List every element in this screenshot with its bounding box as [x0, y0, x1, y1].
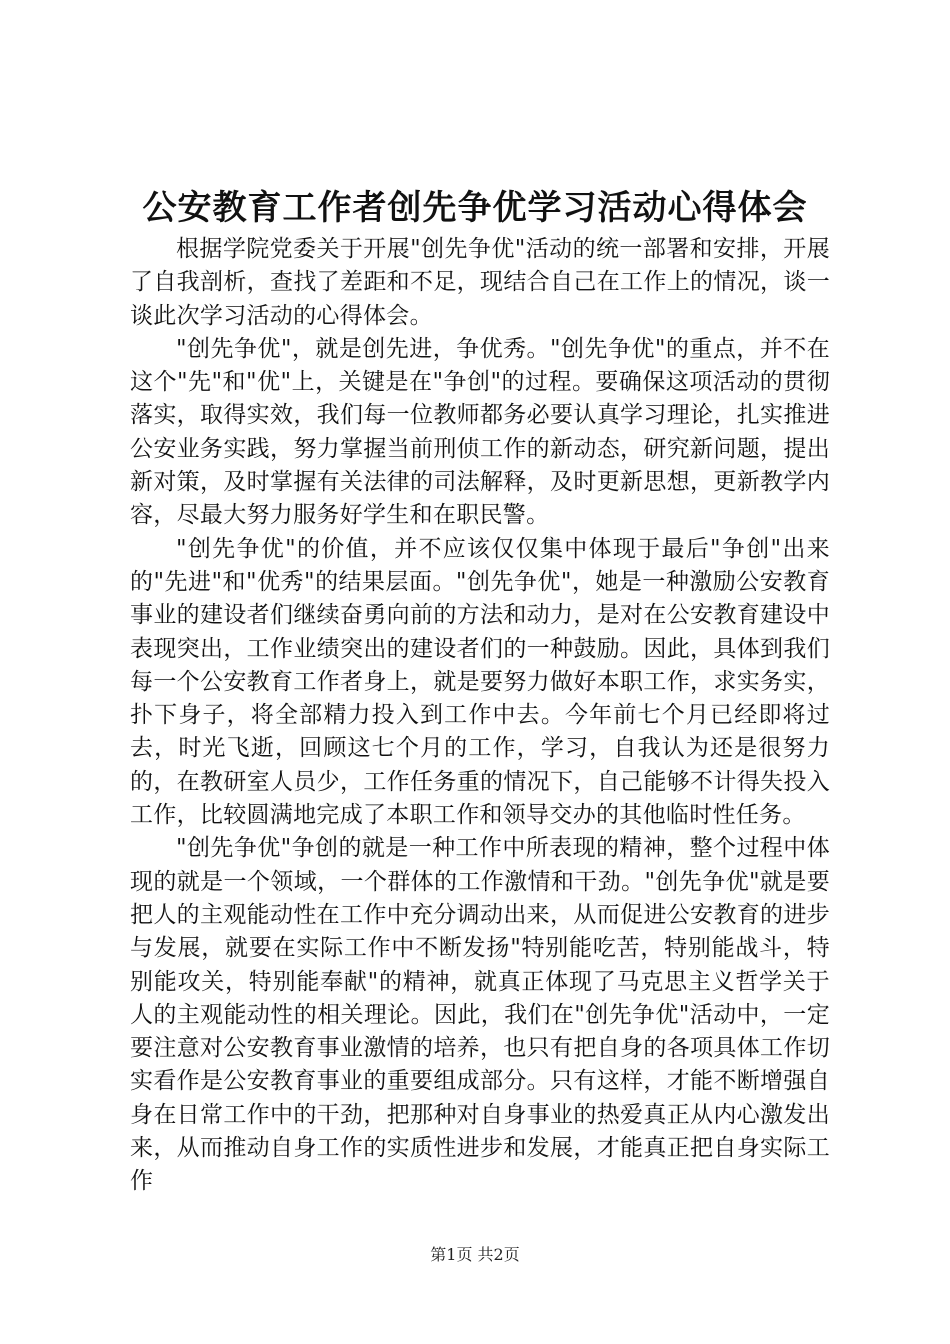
page-number-footer: 第1页 共2页	[430, 1245, 520, 1264]
paragraph: "创先争优"的价值，并不应该仅仅集中体现于最后"争创"出来的"先进"和"优秀"的结果层面。"创先争优"，她是一种激励公安教育事业的建设者们继续奋勇向前的方法和动力，是对在公安教育建设中表现突出，工作业绩突出的建设者们的一种鼓励。因此，具体到我们每一个公安教育工作者身上，就是要努力做好本职工作，求实务实，扑下身子，将全部精力投入到工作中去。今年前七个月已经即将过去，时光飞逝，回顾这七个月的工作，学习，自我认为还是很努力的，在教研室人员少，工作任务重的情况下，自己能够不计得失投入工作，比较圆满地完成了本职工作和领导交办的其他临时性任务。	[130, 535, 830, 829]
paragraph: 根据学院党委关于开展"创先争优"活动的统一部署和安排，开展了自我剖析，查找了差距和不足，现结合自己在工作上的情况，谈一谈此次学习活动的心得体会。	[130, 236, 830, 329]
paragraph: "创先争优"争创的就是一种工作中所表现的精神，整个过程中体现的就是一个领域，一个群体的工作激情和干劲。"创先争优"就是要把人的主观能动性在工作中充分调动出来，从而促进公安教育的进步与发展，就要在实际工作中不断发扬"特别能吃苦，特别能战斗，特别能攻关，特别能奉献"的精神，就真正体现了马克思主义哲学关于人的主观能动性的相关理论。因此，我们在"创先争优"活动中，一定要注意对公安教育事业激情的培养，也只有把自身的各项具体工作切实看作是公安教育事业的重要组成部分。只有这样，才能不断增强自身在日常工作中的干劲，把那种对自身事业的热爱真正从内心激发出来，从而推动自身工作的实质性进步和发展，才能真正把自身实际工作	[130, 835, 830, 1195]
document-body	[130, 233, 830, 1199]
document-title: 公安教育工作者创先争优学习活动心得体会	[142, 188, 808, 228]
paragraph: "创先争优"，就是创先进，争优秀。"创先争优"的重点，并不在这个"先"和"优"上，关键是在"争创"的过程。要确保这项活动的贯彻落实，取得实效，我们每一位教师都务必要认真学习理论，扎实推进公安业务实践，努力掌握当前刑侦工作的新动态，研究新问题，提出新对策，及时掌握有关法律的司法解释，及时更新思想，更新教学内容，尽最大努力服务好学生和在职民警。	[130, 335, 830, 529]
